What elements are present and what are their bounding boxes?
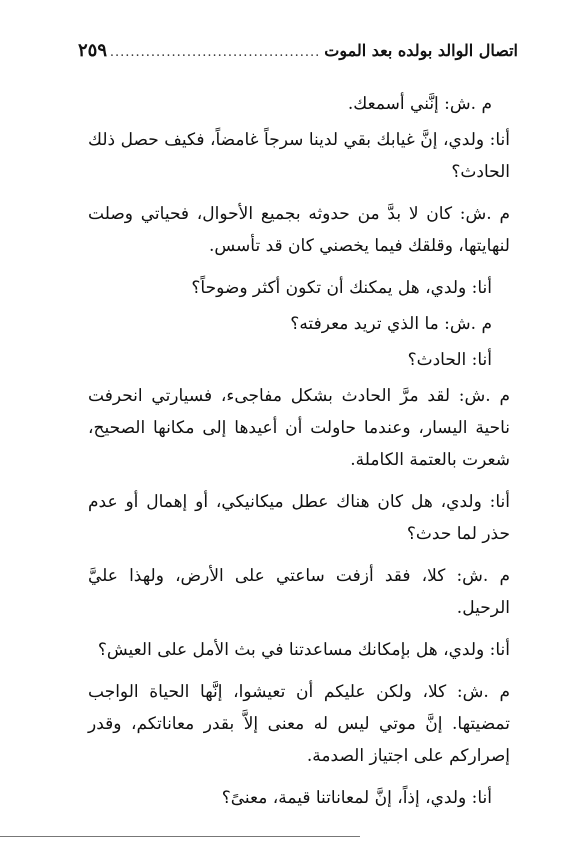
leader-dots — [111, 45, 320, 60]
paragraph: م .ش: كلا، ولكن عليكم أن تعيشوا، إنَّها الحياة الواجب تمضيتها. إنَّ موتي ليس له معنى إلاَّ بقدر معاناتكم، وقدر إصراركم على اجتياز الصدمة. — [88, 682, 510, 766]
paragraph: أنا: ولدي، هل يمكنك أن تكون أكثر وضوحاً؟ — [191, 278, 492, 298]
paragraph: م .ش: ما الذي تريد معرفته؟ — [290, 314, 492, 334]
page-number: ٢٥٩ — [78, 40, 108, 61]
paragraph: م .ش: إنَّني أسمعك. — [347, 94, 492, 114]
paragraph: أنا: ولدي، هل بإمكانك مساعدتنا في بث الأمل على العيش؟ — [97, 640, 510, 660]
running-header — [78, 40, 518, 68]
paragraph: أنا: ولدي، إنَّ غيابك بقي لدينا سرجاً غامضاً، فكيف حصل ذلك الحادث؟ — [88, 130, 510, 182]
paragraph: م .ش: كان لا بدَّ من حدوثه بجميع الأحوال، فحياتي وصلت لنهايتها، وقلقك فيما يخصني كان قد تأسس. — [88, 204, 510, 256]
dialogue-text — [88, 88, 510, 818]
paragraph: أنا: ولدي، هل كان هناك عطل ميكانيكي، أو إهمال أو عدم حذر لما حدث؟ — [88, 492, 510, 544]
paragraph: م .ش: كلا، فقد أزفت ساعتي على الأرض، ولهذا عليَّ الرحيل. — [88, 566, 510, 618]
chapter-title: اتصال الوالد بولده بعد الموت — [324, 41, 518, 60]
bottom-rule — [0, 836, 360, 837]
paragraph: أنا: الحادث؟ — [407, 350, 492, 370]
paragraph: أنا: ولدي، إذاً، إنَّ لمعاناتنا قيمة، معنىً؟ — [221, 788, 492, 808]
paragraph: م .ش: لقد مرَّ الحادث بشكل مفاجىء، فسيارتي انحرفت ناحية اليسار، وعندما حاولت أن أعيدها إلى مكانها الصحيح، شعرت بالعتمة الكاملة. — [88, 386, 510, 470]
